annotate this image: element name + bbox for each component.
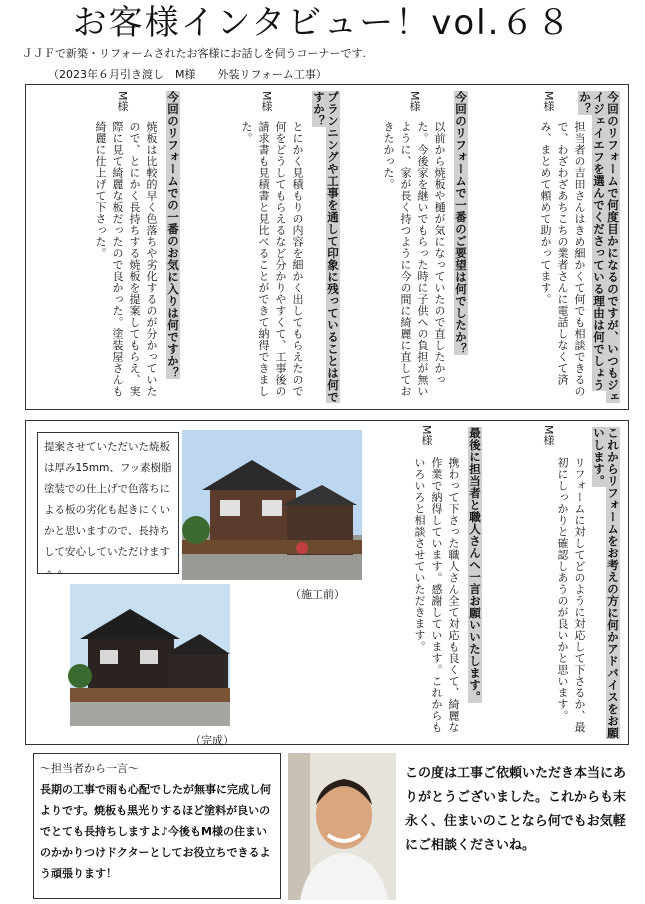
- question-3: プランニングや工事を通して印象に残っていることは何ですか？: [312, 91, 340, 403]
- answer-6-speaker: M様: [420, 425, 433, 446]
- answer-5: リフォームに対してどのように対応して下さるか、最初にしっかりと確認しあうのが良いかと思います。: [556, 457, 586, 733]
- proposal-note: 提案させていただいた焼板は厚み15mm、フッ素樹脂塗装での仕上げで色落ちによる板の劣化も起きにくいかと思いますので、長持ちして安心していただけます＾＾: [37, 432, 179, 574]
- answer-3: とにかく見積もりの内容を細かく出してもらえたので何をどうしてもらえるなど分かりやすくて、工事後の請求書も見積書と見比べることができて納得できました。: [240, 121, 304, 397]
- project-meta: （2023年６月引き渡し M様 外装リフォーム工事）: [48, 68, 327, 81]
- caption-before: （施工前）: [290, 588, 345, 601]
- question-1: 今回のリフォームで何度目かになるのですが、いつもジェイジェイエフを選んでくださっている理由は何でしょうか？: [578, 91, 620, 403]
- page-title: お客様インタビュー！vol.６８: [72, 3, 573, 43]
- question-5: これからリフォームをお考えの方に何かアドバイスをお願いします。: [592, 427, 620, 739]
- question-6: 最後に担当者と職人さんへ一言お願いいたします。: [468, 427, 482, 703]
- answer-5-speaker: M様: [542, 425, 555, 446]
- staff-heading: ～担当者から一言～: [40, 762, 139, 775]
- after-photo: [70, 584, 230, 726]
- intro-text: ＪＪＦで新築・リフォームされたお客様にお話しを伺うコーナーです.: [22, 47, 366, 60]
- answer-2-speaker: M様: [408, 91, 421, 112]
- answer-6: 携わって下さった職人さん全て対応も良くて、綺麗な作業で納得しています。感謝しています。これからもいろいろと相談させていただきます。: [413, 457, 460, 733]
- answer-4: 焼板は比較的早く色落ちや劣化するのが分かっていたので、とにかく長持ちする焼板を提案してもらえ、実際に見て綺麗な板だったので良かった。塗装屋さんも綺麗に仕上げて下さった。: [94, 121, 158, 397]
- staff-portrait: [288, 753, 396, 900]
- interview-box-1: [25, 84, 629, 410]
- before-photo: [182, 430, 362, 580]
- answer-4-speaker: M様: [116, 91, 129, 112]
- caption-after: （完成）: [190, 734, 234, 747]
- answer-1: 担当者の吉田さんはきめ細かくて何でも相談できるので、わざわざあちこちの業者さんに電話しなくて済み、まとめて頼めて助かってます。: [539, 121, 586, 397]
- question-4: 今回のリフォームでの一番のお気に入りは何ですか？: [166, 91, 180, 379]
- question-2: 今回のリフォームで一番のご要望は何でしたか？: [454, 91, 468, 355]
- answer-1-speaker: M様: [542, 91, 555, 112]
- staff-message-box: [33, 753, 281, 899]
- staff-message: 長期の工事で雨も心配でしたが無事に完成し何よりです。焼板も黒光りするほど塗料が良いのでとても長持ちしますよ♪今後もM様の住まいのかかりつけドクターとしてお役立ちできるよう頑張ります！: [40, 783, 271, 880]
- thanks-message: この度は工事ご依頼いただき本当にありがとうございました。これからも末永く、住まいのことなら何でもお気軽にご相談くださいね。: [405, 766, 627, 853]
- answer-2: 以前から焼板や樋が気になっていたので直したかった。今後家を継いでもらった時に子供への負担が無いように、家が長く持つように今の間に綺麗に直しておきたかった。: [382, 121, 446, 397]
- answer-3-speaker: M様: [260, 91, 273, 112]
